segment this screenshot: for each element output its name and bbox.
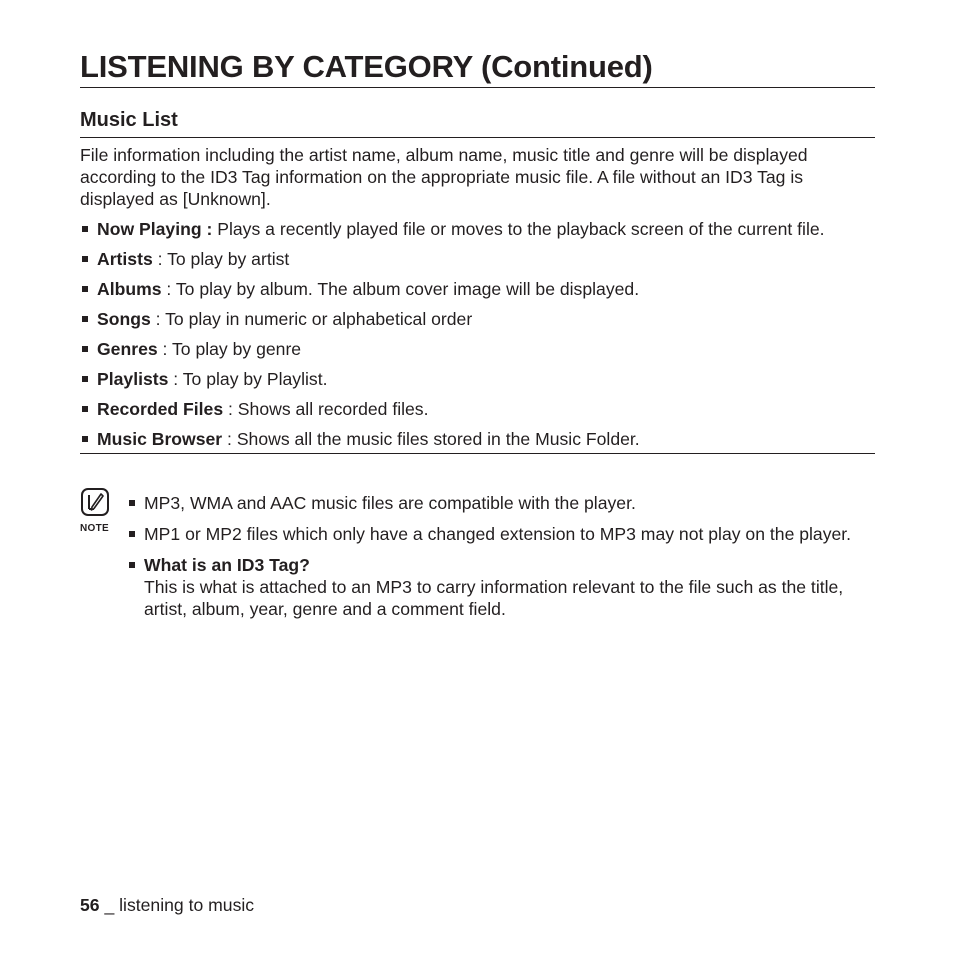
feature-desc: : To play by Playlist. [168,369,328,389]
id3-answer: This is what is attached to an MP3 to carry information relevant to the file such as the title, artist, album, year, genre and a comment field. [144,577,844,619]
list-item: MP1 or MP2 files which only have a changed extension to MP3 may not play on the player. [127,523,875,545]
list-item [127,554,875,620]
footer-section: listening to music [119,895,255,915]
feature-term: Albums [97,279,162,299]
note-box [81,488,109,516]
feature-desc: Plays a recently played file or moves to the playback screen of the current file. [212,219,825,239]
note-list [127,492,875,629]
feature-term: Playlists [97,369,169,389]
list-item [80,398,875,420]
list-item [80,278,875,300]
feature-desc: : Shows all recorded files. [223,399,429,419]
id3-question: What is an ID3 Tag? [144,555,310,575]
feature-desc: : To play by genre [157,339,302,359]
feature-list [80,218,875,454]
feature-term: Now Playing : [97,219,213,239]
list-item [80,308,875,330]
list-item [80,248,875,270]
feature-term: Songs [97,309,151,329]
feature-desc: : To play by album. The album cover image will be displayed. [161,279,640,299]
list-item [80,428,875,450]
page-number: 56 [80,895,100,915]
feature-desc: : To play by artist [152,249,290,269]
list-item [80,338,875,360]
page-title: LISTENING BY CATEGORY (Continued) [80,48,875,88]
intro-paragraph: File information including the artist name, album name, music title and genre will be displayed according to the ID3 Tag information on the appropriate music file. A file without an ID3 Tag is displayed as [Unknown]. [80,145,808,209]
feature-desc: : Shows all the music files stored in the Music Folder. [222,429,640,449]
list-item: MP3, WMA and AAC music files are compatible with the player. [127,492,875,514]
section-heading: Music List [80,107,875,138]
list-item [80,218,875,240]
feature-term: Recorded Files [97,399,224,419]
feature-term: Music Browser [97,429,223,449]
note-pencil-icon [80,488,112,536]
page-footer [80,894,254,916]
note-label: NOTE [80,523,109,534]
feature-term: Artists [97,249,153,269]
feature-term: Genres [97,339,158,359]
list-item [80,368,875,390]
footer-separator: _ [99,895,120,915]
feature-desc: : To play in numeric or alphabetical order [150,309,473,329]
